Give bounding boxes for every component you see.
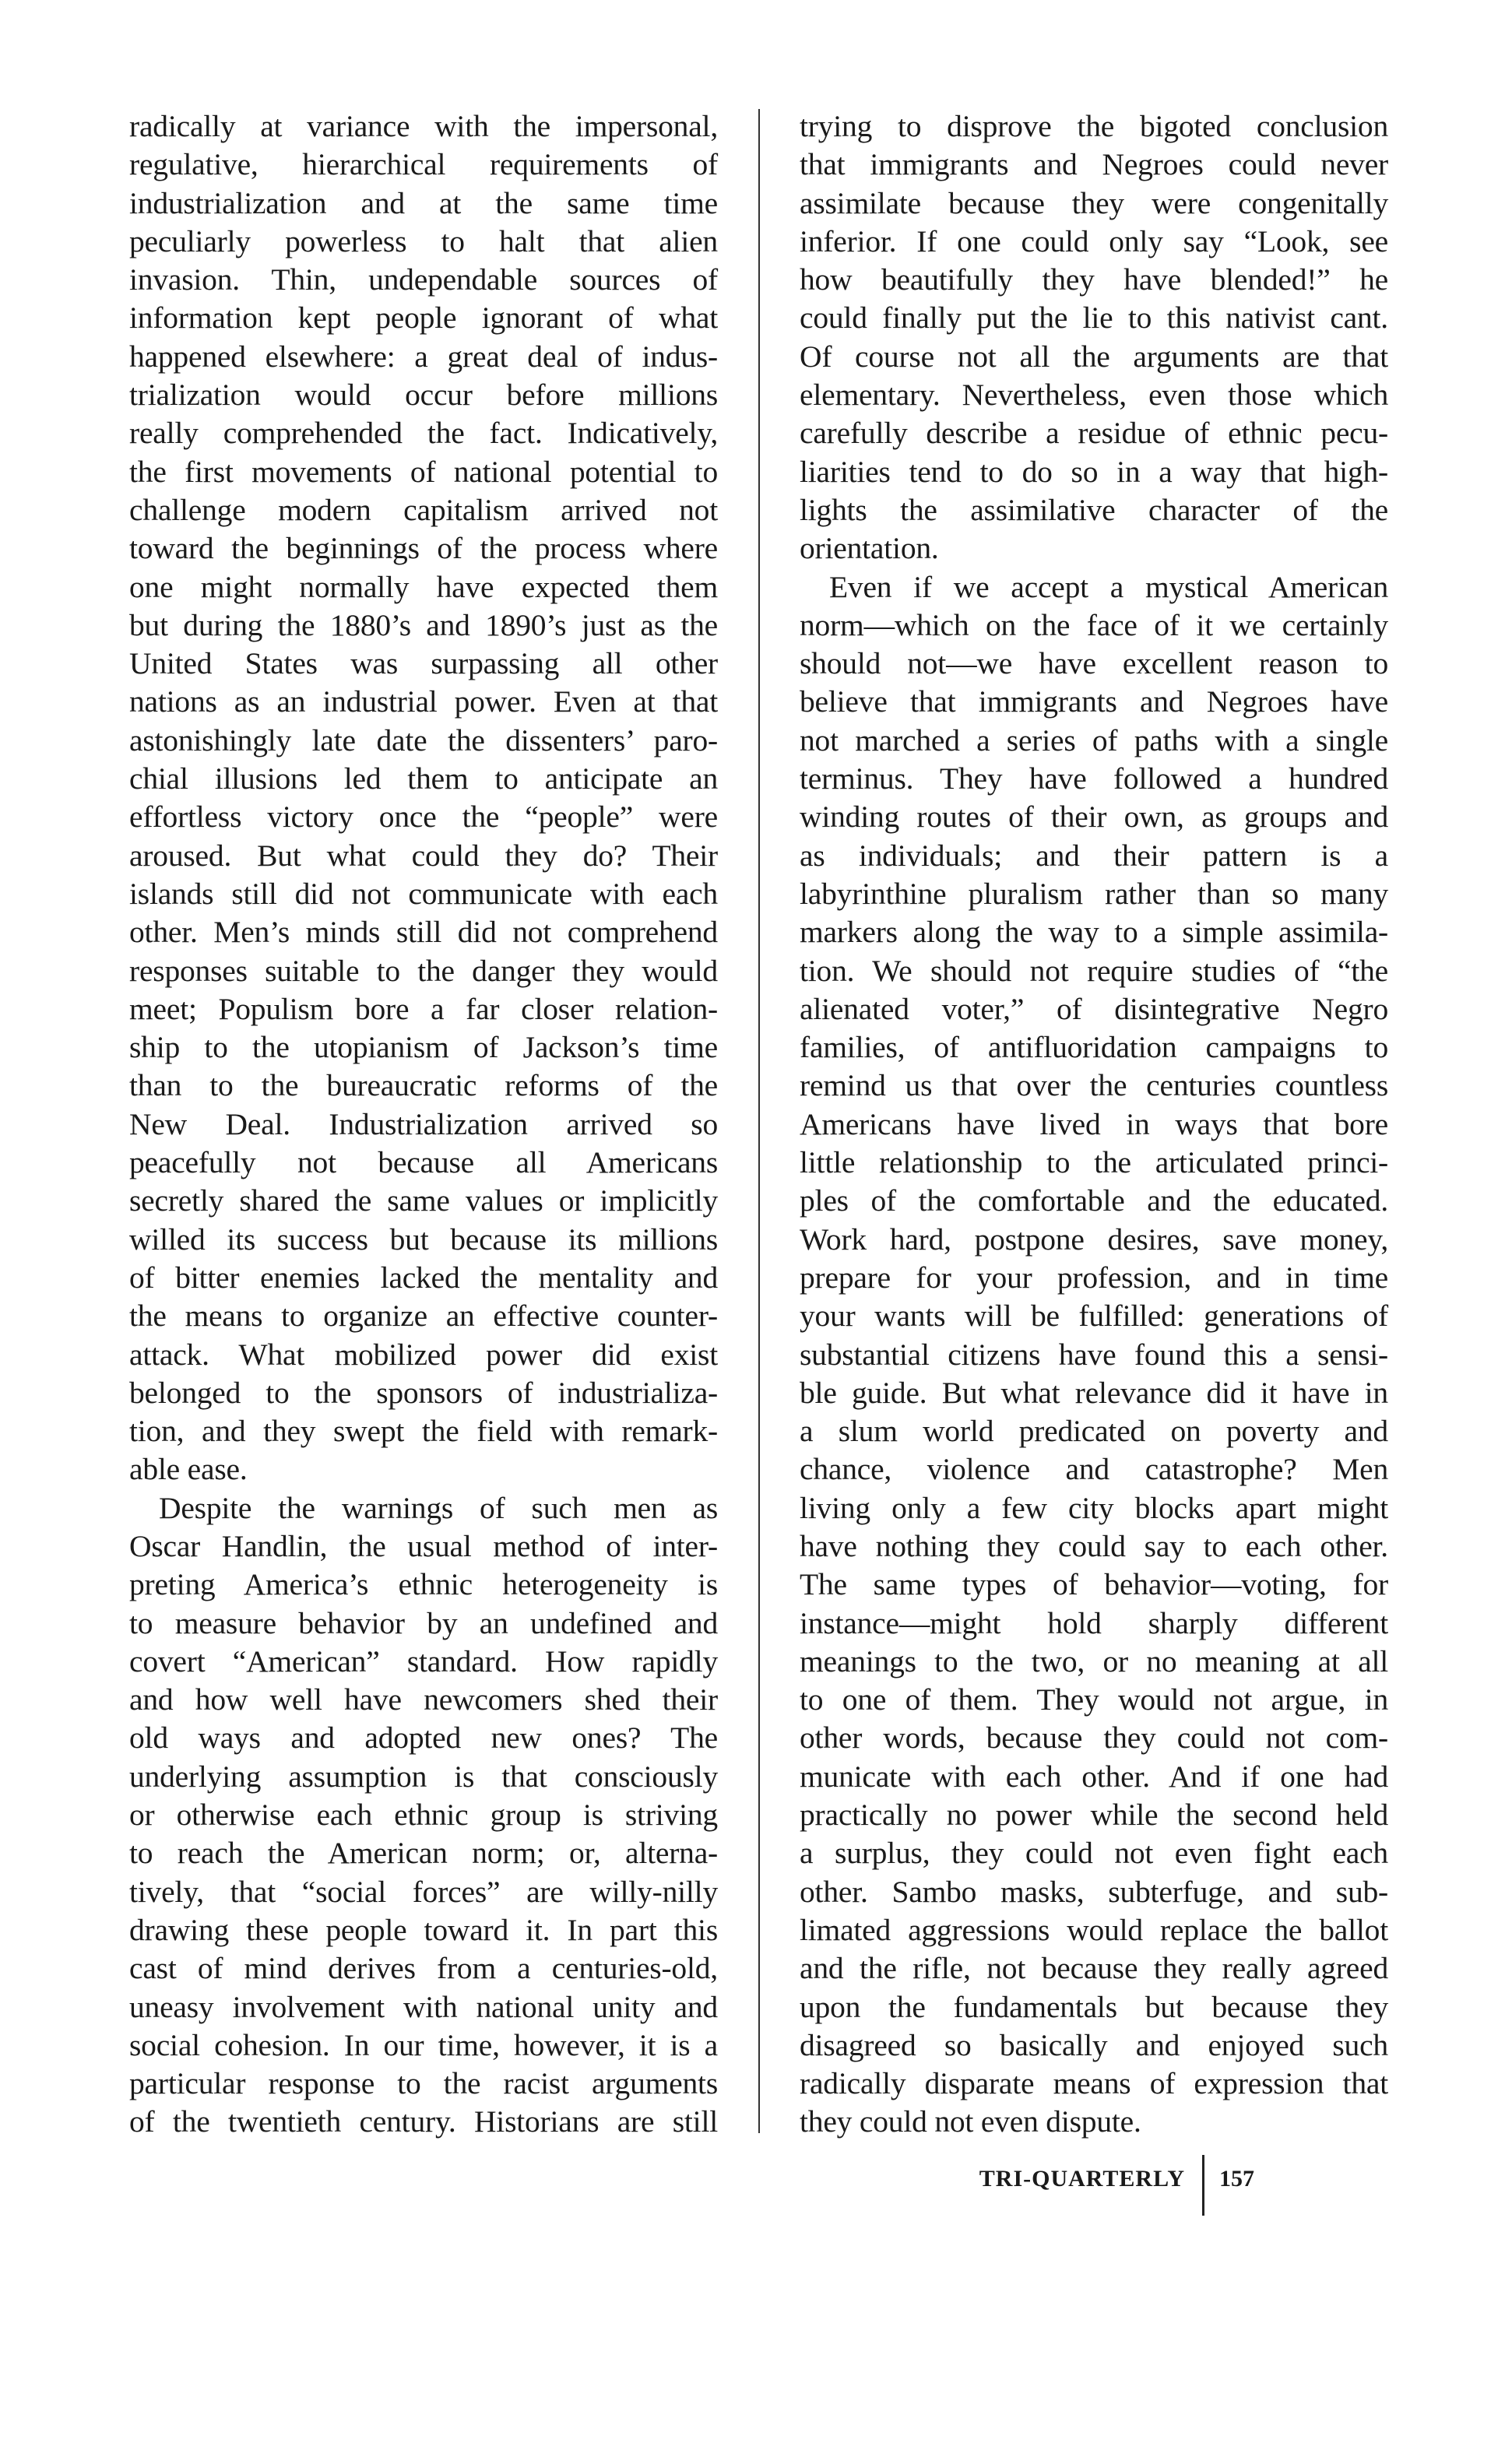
text-line: of bitter enemies lacked the mentality and (129, 1260, 718, 1295)
paragraph (129, 1489, 718, 2142)
text-line: but during the 1880’s and 1890’s just as the (129, 607, 718, 642)
journal-title: TRI-QUARTERLY (979, 2166, 1185, 2192)
text-line: norm—which on the face of it we certainly (800, 607, 1388, 642)
text-line: tion. We should not require studies of “the (800, 953, 1388, 988)
text-line: The same types of behavior—voting, for (800, 1567, 1388, 1602)
text-line: social cohesion. In our time, however, it is a (129, 2027, 718, 2062)
text-line: secretly shared the same values or implicitly (129, 1183, 718, 1218)
text-line: limated aggressions would replace the ballot (800, 1912, 1388, 1947)
text-line: challenge modern capitalism arrived not (129, 492, 718, 527)
right-column (800, 107, 1388, 2142)
text-line: aroused. But what could they do? Their (129, 838, 718, 873)
text-line: municate with each other. And if one had (800, 1759, 1388, 1794)
text-line: to one of them. They would not argue, in (800, 1682, 1388, 1717)
text-line: that immigrants and Negroes could never (800, 147, 1388, 182)
text-line: disagreed so basically and enjoyed such (800, 2027, 1388, 2062)
text-line: elementary. Nevertheless, even those which (800, 378, 1388, 413)
text-line: tively, that “social forces” are willy-nilly (129, 1874, 718, 1909)
text-line: the first movements of national potential to (129, 454, 718, 489)
text-line: terminus. They have followed a hundred (800, 761, 1388, 796)
text-line: the means to organize an effective counter- (129, 1299, 718, 1334)
text-line: industrialization and at the same time (129, 185, 718, 220)
text-line: assimilate because they were congenitally (800, 185, 1388, 220)
text-line: happened elsewhere: a great deal of indus- (129, 339, 718, 374)
text-line: how beautifully they have blended!” he (800, 262, 1388, 297)
text-line: belonged to the sponsors of industrializa- (129, 1375, 718, 1410)
text-line: carefully describe a residue of ethnic pecu- (800, 416, 1388, 451)
text-line: Americans have lived in ways that bore (800, 1106, 1388, 1141)
text-line: trialization would occur before millions (129, 378, 718, 413)
text-line: other. Men’s minds still did not comprehend (129, 915, 718, 950)
text-line: Despite the warnings of such men as (159, 1490, 718, 1525)
text-line: should not—we have excellent reason to (800, 646, 1388, 681)
text-line: to reach the American norm; or, alterna- (129, 1836, 718, 1871)
text-line: ble guide. But what relevance did it have in (800, 1375, 1388, 1410)
text-line: Of course not all the arguments are that (800, 339, 1388, 374)
text-line: meet; Populism bore a far closer relation- (129, 991, 718, 1026)
text-line: other words, because they could not com- (800, 1721, 1388, 1756)
text-line: information kept people ignorant of what (129, 301, 718, 336)
text-line: prepare for your profession, and in time (800, 1260, 1388, 1295)
text-line: effortless victory once the “people” were (129, 800, 718, 835)
text-line: remind us that over the centuries countless (800, 1068, 1388, 1103)
text-line: and how well have newcomers shed their (129, 1682, 718, 1717)
text-line: willed its success but because its millions (129, 1221, 718, 1257)
text-line: meanings to the two, or no meaning at all (800, 1643, 1388, 1678)
text-line: chial illusions led them to anticipate an (129, 761, 718, 796)
text-line: drawing these people toward it. In part this (129, 1912, 718, 1947)
text-line: liarities tend to do so in a way that high- (800, 454, 1388, 489)
text-line: underlying assumption is that consciously (129, 1759, 718, 1794)
text-line: covert “American” standard. How rapidly (129, 1643, 718, 1678)
text-line: inferior. If one could only say “Look, see (800, 223, 1388, 258)
text-line: old ways and adopted new ones? The (129, 1721, 718, 1756)
text-line: Oscar Handlin, the usual method of inter- (129, 1528, 718, 1563)
text-line: substantial citizens have found this a sensi- (800, 1337, 1388, 1372)
text-line: your wants will be fulfilled: generations of (800, 1299, 1388, 1334)
text-line: other. Sambo masks, subterfuge, and sub- (800, 1874, 1388, 1909)
text-line: really comprehended the fact. Indicatively, (129, 416, 718, 451)
text-line: labyrinthine pluralism rather than so many (800, 876, 1388, 911)
text-line: regulative, hierarchical requirements of (129, 147, 718, 182)
text-line: of the twentieth century. Historians are still (129, 2104, 718, 2139)
text-line: practically no power while the second held (800, 1798, 1388, 1833)
text-line: than to the bureaucratic reforms of the (129, 1068, 718, 1103)
text-line: orientation. (800, 531, 939, 566)
footer-divider (1202, 2155, 1204, 2216)
text-line: uneasy involvement with national unity and (129, 1989, 718, 2024)
text-line: Work hard, postpone desires, save money, (800, 1221, 1388, 1257)
page-number: 157 (1219, 2166, 1254, 2192)
text-line: islands still did not communicate with each (129, 876, 718, 911)
text-line: markers along the way to a simple assimila- (800, 915, 1388, 950)
text-line: responses suitable to the danger they would (129, 953, 718, 988)
text-line: toward the beginnings of the process where (129, 531, 718, 566)
text-line: chance, violence and catastrophe? Men (800, 1452, 1388, 1487)
text-line: a slum world predicated on poverty and (800, 1414, 1388, 1449)
text-line: winding routes of their own, as groups and (800, 800, 1388, 835)
text-line: alienated voter,” of disintegrative Negro (800, 991, 1388, 1026)
text-line: little relationship to the articulated princi- (800, 1145, 1388, 1180)
text-line: families, of antifluoridation campaigns to (800, 1030, 1388, 1065)
text-line: New Deal. Industrialization arrived so (129, 1106, 718, 1141)
text-line: instance—might hold sharply different (800, 1605, 1388, 1640)
page-footer (0, 2155, 1512, 2217)
text-line: living only a few city blocks apart might (800, 1490, 1388, 1525)
paragraph (800, 568, 1388, 2142)
text-line: lights the assimilative character of the (800, 492, 1388, 527)
text-line: nations as an industrial power. Even at that (129, 684, 718, 719)
text-line: have nothing they could say to each other. (800, 1528, 1388, 1563)
text-line: radically at variance with the impersonal, (129, 109, 718, 143)
paragraph (129, 107, 718, 1489)
text-line: peacefully not because all Americans (129, 1145, 718, 1180)
text-line: and the rifle, not because they really agreed (800, 1951, 1388, 1986)
text-line: radically disparate means of expression that (800, 2066, 1388, 2101)
text-line: particular response to the racist arguments (129, 2066, 718, 2101)
column-divider (758, 109, 760, 2133)
text-line: invasion. Thin, undependable sources of (129, 262, 718, 297)
text-line: Even if we accept a mystical American (829, 569, 1388, 604)
text-line: astonishingly late date the dissenters’ paro- (129, 722, 718, 757)
text-line: as individuals; and their pattern is a (800, 838, 1388, 873)
text-line: ples of the comfortable and the educated. (800, 1183, 1388, 1218)
text-line: cast of mind derives from a centuries-old, (129, 1951, 718, 1986)
text-line: ship to the utopianism of Jackson’s time (129, 1030, 718, 1065)
text-line: tion, and they swept the field with remark- (129, 1414, 718, 1449)
text-line: one might normally have expected them (129, 569, 718, 604)
text-line: could finally put the lie to this nativist cant. (800, 301, 1388, 336)
text-line: peculiarly powerless to halt that alien (129, 223, 718, 258)
text-line: not marched a series of paths with a single (800, 722, 1388, 757)
text-line: to measure behavior by an undefined and (129, 1605, 718, 1640)
text-line: upon the fundamentals but because they (800, 1989, 1388, 2024)
paragraph (800, 107, 1388, 568)
text-line: they could not even dispute. (800, 2104, 1141, 2139)
text-line: believe that immigrants and Negroes have (800, 684, 1388, 719)
text-line: attack. What mobilized power did exist (129, 1337, 718, 1372)
text-line: or otherwise each ethnic group is striving (129, 1798, 718, 1833)
left-column (129, 107, 718, 2142)
text-line: a surplus, they could not even fight each (800, 1836, 1388, 1871)
text-line: able ease. (129, 1452, 248, 1487)
text-line: preting America’s ethnic heterogeneity is (129, 1567, 718, 1602)
text-line: trying to disprove the bigoted conclusion (800, 109, 1388, 143)
text-line: United States was surpassing all other (129, 646, 718, 681)
